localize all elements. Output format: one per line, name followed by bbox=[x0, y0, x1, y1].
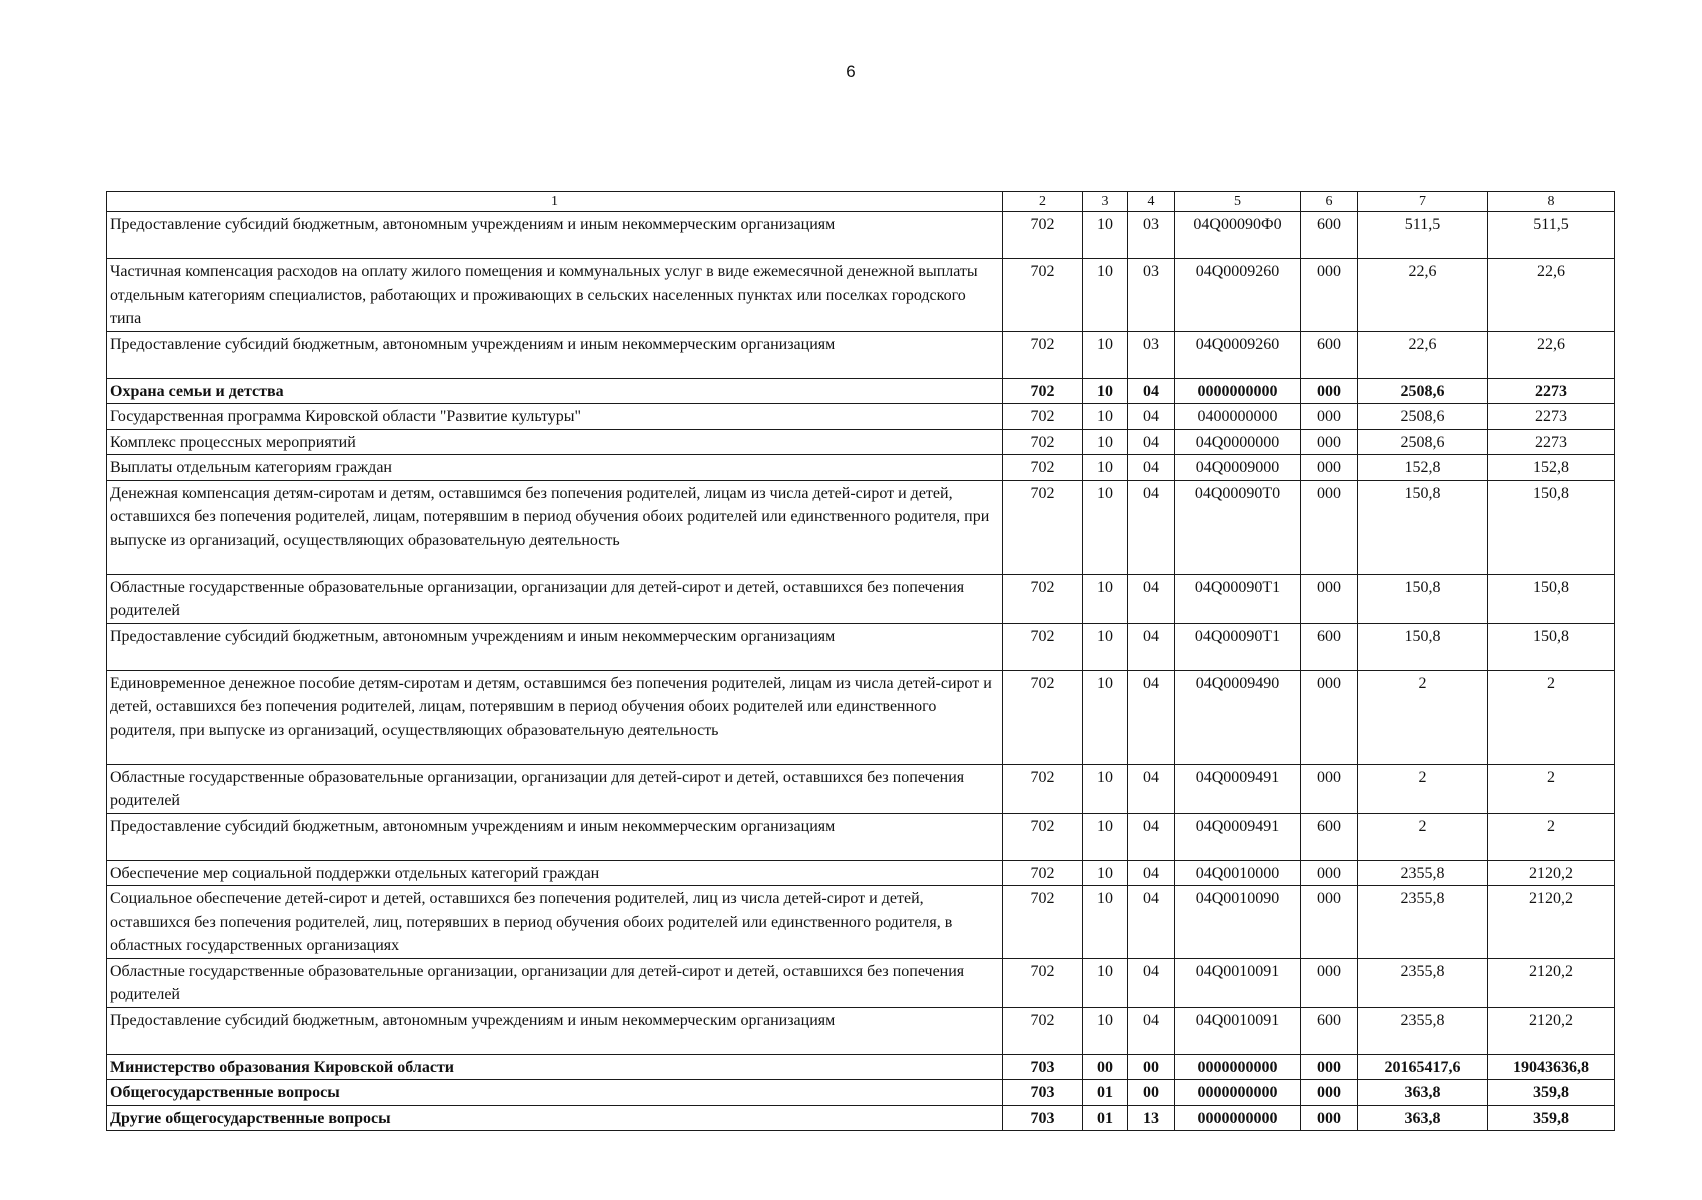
table-row bbox=[107, 212, 1615, 259]
table-row bbox=[107, 764, 1615, 813]
header-cell: 4 bbox=[1128, 192, 1175, 212]
ministry-code-cell: 702 bbox=[1003, 378, 1083, 404]
item-name-cell: Областные государственные образовательные организации, организации для детей-сирот и детей, оставшихся без попечения родителей bbox=[107, 764, 1003, 813]
table-row bbox=[107, 958, 1615, 1007]
section-code-cell: 10 bbox=[1083, 886, 1128, 959]
table-row bbox=[107, 1080, 1615, 1106]
expense-type-code-cell: 000 bbox=[1301, 378, 1358, 404]
subsection-code-cell: 00 bbox=[1128, 1054, 1175, 1080]
subsection-code-cell: 04 bbox=[1128, 480, 1175, 574]
expense-type-code-cell: 600 bbox=[1301, 1007, 1358, 1054]
ministry-code-cell: 702 bbox=[1003, 259, 1083, 332]
amount-year-1-cell: 2355,8 bbox=[1358, 958, 1488, 1007]
ministry-code-cell: 702 bbox=[1003, 429, 1083, 455]
section-code-cell: 10 bbox=[1083, 958, 1128, 1007]
subsection-code-cell: 04 bbox=[1128, 813, 1175, 860]
amount-year-2-cell: 2 bbox=[1488, 764, 1615, 813]
subsection-code-cell: 04 bbox=[1128, 404, 1175, 430]
header-cell: 3 bbox=[1083, 192, 1128, 212]
expense-type-code-cell: 000 bbox=[1301, 259, 1358, 332]
item-name-cell: Министерство образования Кировской области bbox=[107, 1054, 1003, 1080]
ministry-code-cell: 702 bbox=[1003, 1007, 1083, 1054]
target-article-code-cell: 0000000000 bbox=[1175, 1054, 1301, 1080]
amount-year-1-cell: 2355,8 bbox=[1358, 1007, 1488, 1054]
amount-year-1-cell: 2508,6 bbox=[1358, 404, 1488, 430]
table-row bbox=[107, 331, 1615, 378]
amount-year-2-cell: 2120,2 bbox=[1488, 860, 1615, 886]
header-cell: 8 bbox=[1488, 192, 1615, 212]
target-article-code-cell: 04Q0010000 bbox=[1175, 860, 1301, 886]
item-name-cell: Общегосударственные вопросы bbox=[107, 1080, 1003, 1106]
header-cell: 2 bbox=[1003, 192, 1083, 212]
section-code-cell: 10 bbox=[1083, 670, 1128, 764]
ministry-code-cell: 702 bbox=[1003, 480, 1083, 574]
target-article-code-cell: 04Q0010091 bbox=[1175, 958, 1301, 1007]
target-article-code-cell: 0000000000 bbox=[1175, 1105, 1301, 1131]
amount-year-2-cell: 359,8 bbox=[1488, 1080, 1615, 1106]
section-code-cell: 10 bbox=[1083, 764, 1128, 813]
ministry-code-cell: 702 bbox=[1003, 860, 1083, 886]
expense-type-code-cell: 000 bbox=[1301, 455, 1358, 481]
target-article-code-cell: 04Q0009260 bbox=[1175, 259, 1301, 332]
amount-year-1-cell: 22,6 bbox=[1358, 259, 1488, 332]
amount-year-1-cell: 150,8 bbox=[1358, 480, 1488, 574]
table-row bbox=[107, 259, 1615, 332]
ministry-code-cell: 702 bbox=[1003, 331, 1083, 378]
ministry-code-cell: 702 bbox=[1003, 455, 1083, 481]
ministry-code-cell: 702 bbox=[1003, 404, 1083, 430]
item-name-cell: Социальное обеспечение детей-сирот и детей, оставшихся без попечения родителей, лиц из числа детей-сирот и детей, оставшихся без попечения родителей, лиц, потерявших в период обучения обоих родителей или единственного родителя, в областных государственных организациях bbox=[107, 886, 1003, 959]
item-name-cell: Охрана семьи и детства bbox=[107, 378, 1003, 404]
ministry-code-cell: 703 bbox=[1003, 1080, 1083, 1106]
subsection-code-cell: 03 bbox=[1128, 212, 1175, 259]
target-article-code-cell: 04Q00090Т1 bbox=[1175, 623, 1301, 670]
subsection-code-cell: 04 bbox=[1128, 378, 1175, 404]
expense-type-code-cell: 000 bbox=[1301, 958, 1358, 1007]
target-article-code-cell: 04Q0010090 bbox=[1175, 886, 1301, 959]
section-code-cell: 10 bbox=[1083, 212, 1128, 259]
amount-year-2-cell: 150,8 bbox=[1488, 574, 1615, 623]
ministry-code-cell: 702 bbox=[1003, 623, 1083, 670]
subsection-code-cell: 04 bbox=[1128, 764, 1175, 813]
item-name-cell: Предоставление субсидий бюджетным, автономным учреждениям и иным некоммерческим организациям bbox=[107, 623, 1003, 670]
section-code-cell: 10 bbox=[1083, 404, 1128, 430]
ministry-code-cell: 702 bbox=[1003, 958, 1083, 1007]
table-row bbox=[107, 813, 1615, 860]
item-name-cell: Государственная программа Кировской области "Развитие культуры" bbox=[107, 404, 1003, 430]
target-article-code-cell: 04Q0009490 bbox=[1175, 670, 1301, 764]
section-code-cell: 10 bbox=[1083, 455, 1128, 481]
subsection-code-cell: 04 bbox=[1128, 860, 1175, 886]
section-code-cell: 10 bbox=[1083, 574, 1128, 623]
item-name-cell: Частичная компенсация расходов на оплату жилого помещения и коммунальных услуг в виде ежемесячной денежной выплаты отдельным категориям специалистов, работающих и проживающих в сельских населенных пунктах или поселках городского типа bbox=[107, 259, 1003, 332]
item-name-cell: Единовременное денежное пособие детям-сиротам и детям, оставшимся без попечения родителей, лицам из числа детей-сирот и детей, оставшихся без попечения родителей, лицам, потерявшим в период обучения обоих родителей или единственного родителя, при выпуске из организаций, осуществляющих образовательную деятельность bbox=[107, 670, 1003, 764]
item-name-cell: Областные государственные образовательные организации, организации для детей-сирот и детей, оставшихся без попечения родителей bbox=[107, 958, 1003, 1007]
ministry-code-cell: 702 bbox=[1003, 670, 1083, 764]
table-row bbox=[107, 860, 1615, 886]
item-name-cell: Предоставление субсидий бюджетным, автономным учреждениям и иным некоммерческим организациям bbox=[107, 331, 1003, 378]
amount-year-2-cell: 2120,2 bbox=[1488, 1007, 1615, 1054]
subsection-code-cell: 03 bbox=[1128, 331, 1175, 378]
amount-year-2-cell: 2 bbox=[1488, 813, 1615, 860]
target-article-code-cell: 0000000000 bbox=[1175, 1080, 1301, 1106]
subsection-code-cell: 04 bbox=[1128, 886, 1175, 959]
target-article-code-cell: 04Q0010091 bbox=[1175, 1007, 1301, 1054]
amount-year-1-cell: 150,8 bbox=[1358, 574, 1488, 623]
amount-year-2-cell: 2120,2 bbox=[1488, 958, 1615, 1007]
amount-year-1-cell: 2 bbox=[1358, 764, 1488, 813]
subsection-code-cell: 03 bbox=[1128, 259, 1175, 332]
subsection-code-cell: 04 bbox=[1128, 574, 1175, 623]
table-row bbox=[107, 1105, 1615, 1131]
table-row bbox=[107, 670, 1615, 764]
target-article-code-cell: 04Q00090Т1 bbox=[1175, 574, 1301, 623]
ministry-code-cell: 703 bbox=[1003, 1054, 1083, 1080]
item-name-cell: Областные государственные образовательные организации, организации для детей-сирот и детей, оставшихся без попечения родителей bbox=[107, 574, 1003, 623]
expense-type-code-cell: 000 bbox=[1301, 670, 1358, 764]
amount-year-2-cell: 2 bbox=[1488, 670, 1615, 764]
ministry-code-cell: 702 bbox=[1003, 764, 1083, 813]
section-code-cell: 10 bbox=[1083, 378, 1128, 404]
table-body bbox=[107, 192, 1615, 1131]
section-code-cell: 10 bbox=[1083, 860, 1128, 886]
subsection-code-cell: 04 bbox=[1128, 958, 1175, 1007]
table-row bbox=[107, 886, 1615, 959]
table-row bbox=[107, 455, 1615, 481]
target-article-code-cell: 0400000000 bbox=[1175, 404, 1301, 430]
expense-type-code-cell: 000 bbox=[1301, 886, 1358, 959]
item-name-cell: Предоставление субсидий бюджетным, автономным учреждениям и иным некоммерческим организациям bbox=[107, 212, 1003, 259]
amount-year-2-cell: 22,6 bbox=[1488, 259, 1615, 332]
expense-type-code-cell: 000 bbox=[1301, 1080, 1358, 1106]
section-code-cell: 01 bbox=[1083, 1080, 1128, 1106]
amount-year-1-cell: 2 bbox=[1358, 670, 1488, 764]
expense-type-code-cell: 000 bbox=[1301, 480, 1358, 574]
table-row bbox=[107, 1007, 1615, 1054]
table-row bbox=[107, 480, 1615, 574]
item-name-cell: Предоставление субсидий бюджетным, автономным учреждениям и иным некоммерческим организациям bbox=[107, 1007, 1003, 1054]
amount-year-1-cell: 363,8 bbox=[1358, 1105, 1488, 1131]
amount-year-2-cell: 2273 bbox=[1488, 404, 1615, 430]
page-number: 6 bbox=[846, 62, 856, 81]
amount-year-1-cell: 22,6 bbox=[1358, 331, 1488, 378]
amount-year-2-cell: 2273 bbox=[1488, 429, 1615, 455]
amount-year-1-cell: 2508,6 bbox=[1358, 378, 1488, 404]
expense-type-code-cell: 000 bbox=[1301, 1105, 1358, 1131]
amount-year-1-cell: 511,5 bbox=[1358, 212, 1488, 259]
section-code-cell: 10 bbox=[1083, 331, 1128, 378]
subsection-code-cell: 04 bbox=[1128, 1007, 1175, 1054]
subsection-code-cell: 04 bbox=[1128, 455, 1175, 481]
header-cell: 7 bbox=[1358, 192, 1488, 212]
target-article-code-cell: 04Q00090Т0 bbox=[1175, 480, 1301, 574]
expense-type-code-cell: 600 bbox=[1301, 331, 1358, 378]
expense-type-code-cell: 600 bbox=[1301, 212, 1358, 259]
item-name-cell: Выплаты отдельным категориям граждан bbox=[107, 455, 1003, 481]
target-article-code-cell: 04Q0009491 bbox=[1175, 813, 1301, 860]
section-code-cell: 10 bbox=[1083, 1007, 1128, 1054]
budget-table bbox=[106, 191, 1615, 1131]
ministry-code-cell: 702 bbox=[1003, 813, 1083, 860]
table-row bbox=[107, 623, 1615, 670]
subsection-code-cell: 04 bbox=[1128, 429, 1175, 455]
target-article-code-cell: 04Q00090Ф0 bbox=[1175, 212, 1301, 259]
table-row bbox=[107, 378, 1615, 404]
item-name-cell: Другие общегосударственные вопросы bbox=[107, 1105, 1003, 1131]
amount-year-2-cell: 359,8 bbox=[1488, 1105, 1615, 1131]
expense-type-code-cell: 600 bbox=[1301, 623, 1358, 670]
amount-year-2-cell: 2273 bbox=[1488, 378, 1615, 404]
expense-type-code-cell: 600 bbox=[1301, 813, 1358, 860]
ministry-code-cell: 702 bbox=[1003, 574, 1083, 623]
expense-type-code-cell: 000 bbox=[1301, 860, 1358, 886]
amount-year-2-cell: 152,8 bbox=[1488, 455, 1615, 481]
subsection-code-cell: 00 bbox=[1128, 1080, 1175, 1106]
amount-year-1-cell: 2355,8 bbox=[1358, 886, 1488, 959]
section-code-cell: 10 bbox=[1083, 813, 1128, 860]
amount-year-2-cell: 150,8 bbox=[1488, 623, 1615, 670]
item-name-cell: Предоставление субсидий бюджетным, автономным учреждениям и иным некоммерческим организациям bbox=[107, 813, 1003, 860]
header-cell: 6 bbox=[1301, 192, 1358, 212]
section-code-cell: 10 bbox=[1083, 429, 1128, 455]
amount-year-1-cell: 20165417,6 bbox=[1358, 1054, 1488, 1080]
section-code-cell: 00 bbox=[1083, 1054, 1128, 1080]
section-code-cell: 10 bbox=[1083, 623, 1128, 670]
amount-year-2-cell: 22,6 bbox=[1488, 331, 1615, 378]
expense-type-code-cell: 000 bbox=[1301, 429, 1358, 455]
subsection-code-cell: 04 bbox=[1128, 623, 1175, 670]
amount-year-1-cell: 150,8 bbox=[1358, 623, 1488, 670]
amount-year-1-cell: 2355,8 bbox=[1358, 860, 1488, 886]
table-row bbox=[107, 404, 1615, 430]
section-code-cell: 01 bbox=[1083, 1105, 1128, 1131]
ministry-code-cell: 702 bbox=[1003, 886, 1083, 959]
amount-year-1-cell: 2508,6 bbox=[1358, 429, 1488, 455]
expense-type-code-cell: 000 bbox=[1301, 1054, 1358, 1080]
item-name-cell: Комплекс процессных мероприятий bbox=[107, 429, 1003, 455]
amount-year-1-cell: 2 bbox=[1358, 813, 1488, 860]
target-article-code-cell: 04Q0009491 bbox=[1175, 764, 1301, 813]
section-code-cell: 10 bbox=[1083, 480, 1128, 574]
table-header-row bbox=[107, 192, 1615, 212]
ministry-code-cell: 703 bbox=[1003, 1105, 1083, 1131]
expense-type-code-cell: 000 bbox=[1301, 574, 1358, 623]
target-article-code-cell: 04Q0009000 bbox=[1175, 455, 1301, 481]
amount-year-2-cell: 19043636,8 bbox=[1488, 1054, 1615, 1080]
amount-year-1-cell: 363,8 bbox=[1358, 1080, 1488, 1106]
target-article-code-cell: 04Q0000000 bbox=[1175, 429, 1301, 455]
table-row bbox=[107, 1054, 1615, 1080]
item-name-cell: Обеспечение мер социальной поддержки отдельных категорий граждан bbox=[107, 860, 1003, 886]
section-code-cell: 10 bbox=[1083, 259, 1128, 332]
amount-year-2-cell: 2120,2 bbox=[1488, 886, 1615, 959]
amount-year-2-cell: 150,8 bbox=[1488, 480, 1615, 574]
subsection-code-cell: 13 bbox=[1128, 1105, 1175, 1131]
ministry-code-cell: 702 bbox=[1003, 212, 1083, 259]
amount-year-2-cell: 511,5 bbox=[1488, 212, 1615, 259]
target-article-code-cell: 04Q0009260 bbox=[1175, 331, 1301, 378]
header-cell: 5 bbox=[1175, 192, 1301, 212]
expense-type-code-cell: 000 bbox=[1301, 764, 1358, 813]
table-row bbox=[107, 429, 1615, 455]
table-row bbox=[107, 574, 1615, 623]
item-name-cell: Денежная компенсация детям-сиротам и детям, оставшимся без попечения родителей, лицам из числа детей-сирот и детей, оставшихся без попечения родителей, лицам, потерявшим в период обучения обоих родителей или единственного родителя, при выпуске из организаций, осуществляющих образовательную деятельность bbox=[107, 480, 1003, 574]
header-cell: 1 bbox=[107, 192, 1003, 212]
target-article-code-cell: 0000000000 bbox=[1175, 378, 1301, 404]
expense-type-code-cell: 000 bbox=[1301, 404, 1358, 430]
amount-year-1-cell: 152,8 bbox=[1358, 455, 1488, 481]
subsection-code-cell: 04 bbox=[1128, 670, 1175, 764]
